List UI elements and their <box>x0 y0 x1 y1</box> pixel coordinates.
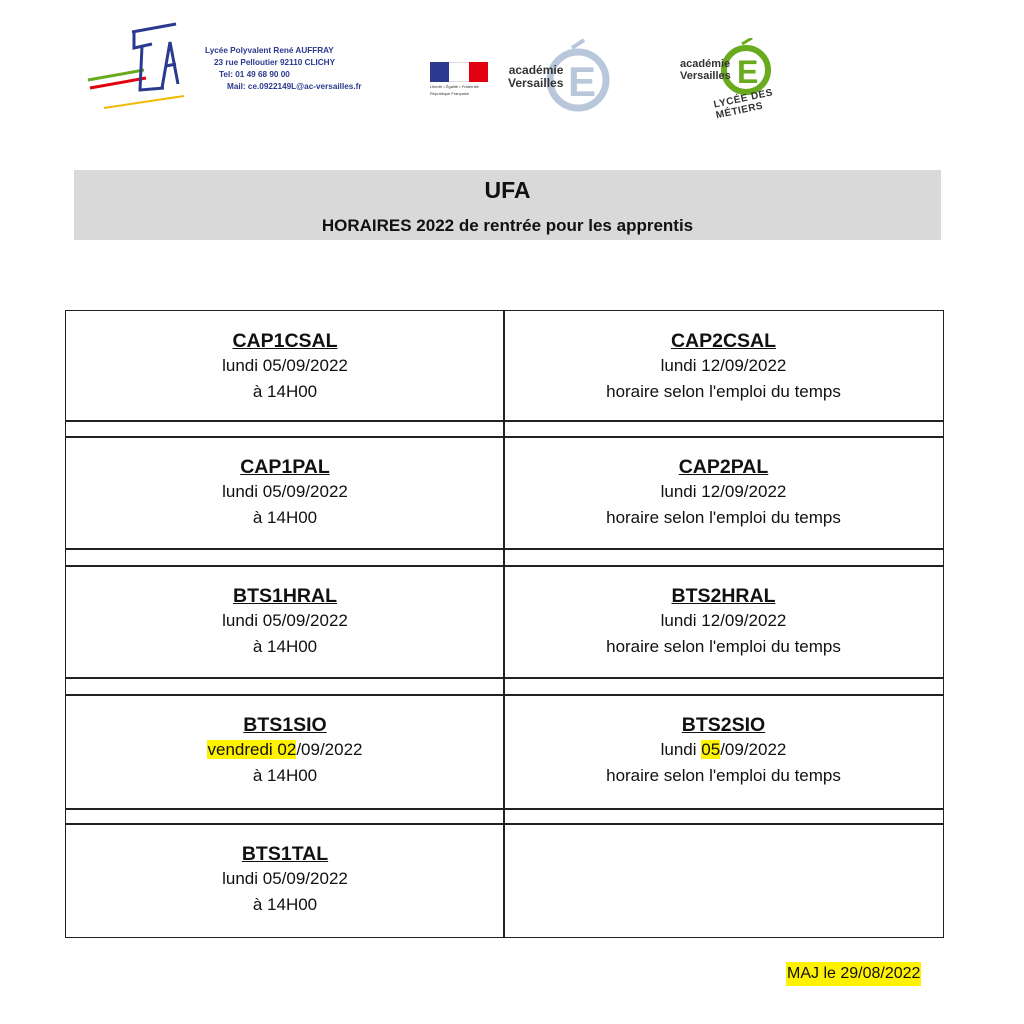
start-date: lundi 05/09/2022 <box>222 482 348 501</box>
schedule-table <box>65 310 944 938</box>
class-cell <box>65 565 505 679</box>
class-code: CAP2CSAL <box>670 330 777 352</box>
start-date: lundi 05/09/2022 <box>222 356 348 375</box>
page-title: UFA <box>484 177 531 203</box>
start-date: lundi 05/09/2022 <box>222 611 348 630</box>
class-code: BTS1HRAL <box>232 585 337 607</box>
school-name: Lycée Polyvalent René AUFFRAY <box>205 46 334 55</box>
class-code: CAP2PAL <box>678 456 769 478</box>
republique-caption-2: République Française <box>430 91 469 96</box>
school-street: 23 rue Pelloutier 92110 CLICHY <box>214 58 336 67</box>
start-time: à 14H00 <box>252 895 318 914</box>
class-cell <box>503 436 944 550</box>
academie2-line2: Versailles <box>680 70 731 82</box>
start-time: horaire selon l'emploi du temps <box>606 508 841 527</box>
class-code: BTS2SIO <box>681 714 766 736</box>
start-time: à 14H00 <box>252 637 318 656</box>
republique-francaise-logo <box>430 62 492 102</box>
class-cell <box>65 436 505 550</box>
start-time: à 14H00 <box>252 766 318 785</box>
school-logo <box>84 18 204 118</box>
class-cell <box>65 694 505 810</box>
start-time: horaire selon l'emploi du temps <box>606 766 841 785</box>
french-flag-icon <box>430 62 488 82</box>
class-cell <box>503 694 944 810</box>
class-cell <box>503 565 944 679</box>
page-subtitle: HORAIRES 2022 de rentrée pour les apprentis <box>321 216 694 235</box>
lycee-des-metiers-label: LYCÉE DES MÉTIERS <box>712 87 774 122</box>
class-cell <box>65 310 505 422</box>
school-address <box>205 45 362 93</box>
update-note: MAJ le 29/08/2022 <box>786 962 921 986</box>
school-phone: Tel: 01 49 68 90 00 <box>219 70 290 79</box>
start-date: vendredi 02/09/2022 <box>207 740 363 759</box>
academie-versailles-logo <box>500 38 620 118</box>
class-code: BTS1TAL <box>241 843 329 865</box>
title-band <box>74 170 941 240</box>
school-email: Mail: ce.0922149L@ac-versailles.fr <box>227 82 362 91</box>
academie2-line1: académie <box>680 58 731 70</box>
start-date: lundi 12/09/2022 <box>660 356 787 375</box>
lycee-des-metiers-logo <box>676 38 806 128</box>
start-date: lundi 12/09/2022 <box>660 611 787 630</box>
start-time: à 14H00 <box>252 508 318 527</box>
class-code: CAP1PAL <box>240 456 330 478</box>
start-date: lundi 05/09/2022 <box>222 869 348 888</box>
start-time: horaire selon l'emploi du temps <box>606 637 841 656</box>
date-highlight: 05 <box>701 740 721 759</box>
svg-text:E: E <box>737 54 759 90</box>
republique-caption-1: Liberté • Égalité • Fraternité <box>430 84 479 89</box>
header <box>0 10 1024 120</box>
class-code: CAP1CSAL <box>232 330 338 352</box>
start-time: à 14H00 <box>252 382 318 401</box>
date-highlight: vendredi 02 <box>207 740 297 759</box>
start-date: lundi 12/09/2022 <box>660 482 787 501</box>
svg-text:E: E <box>568 58 597 105</box>
class-code: BTS1SIO <box>243 714 327 736</box>
start-time: horaire selon l'emploi du temps <box>606 382 841 401</box>
academie1-line2: Versailles <box>508 76 564 90</box>
class-cell <box>65 823 505 938</box>
class-code: BTS2HRAL <box>671 585 776 607</box>
start-date: lundi 05/09/2022 <box>660 740 787 759</box>
empty-cell <box>503 823 944 938</box>
class-cell <box>503 310 944 422</box>
academie1-line1: académie <box>508 63 564 77</box>
